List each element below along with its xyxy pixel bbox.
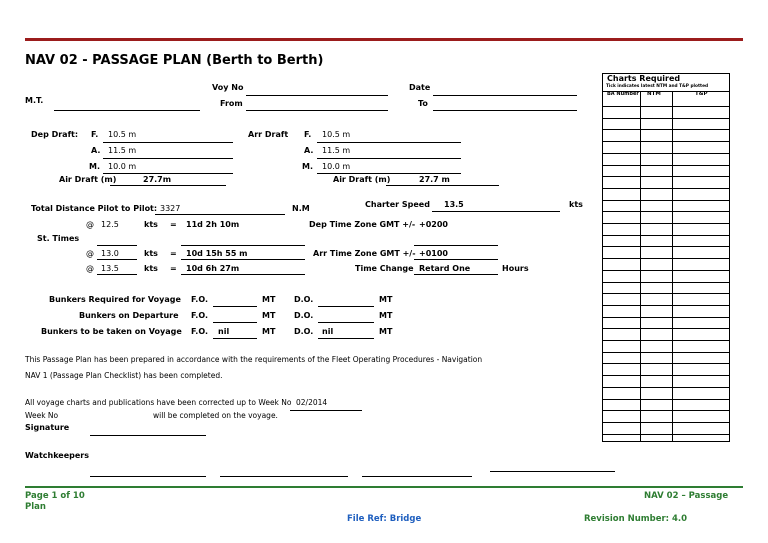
charts-row-line	[603, 399, 729, 400]
charts-row-line	[603, 293, 729, 294]
charts-row-line	[603, 363, 729, 364]
charts-row-line	[603, 340, 729, 341]
st-times-label: St. Times	[37, 234, 80, 243]
kts-1: kts	[144, 220, 158, 229]
arr-air-line	[386, 185, 499, 186]
charts-col-divider	[672, 91, 673, 441]
distance-value[interactable]: 3327	[160, 204, 181, 213]
bunkers-departure-label: Bunkers on Departure	[79, 311, 179, 320]
speed-3-line	[97, 274, 137, 275]
week-line	[290, 410, 362, 411]
charts-row-line	[603, 176, 729, 177]
arr-a-value[interactable]: 11.5 m	[322, 146, 351, 155]
charter-speed-line	[432, 211, 560, 212]
charter-speed-unit: kts	[569, 200, 583, 209]
fo-label-2: F.O.	[191, 311, 208, 320]
to-field[interactable]	[433, 110, 577, 111]
time-3[interactable]: 10d 6h 27m	[186, 264, 240, 273]
bunkers-taken-label: Bunkers to be taken on Voyage	[41, 327, 182, 336]
arr-a-label: A.	[304, 146, 314, 155]
dep-f-line	[103, 142, 233, 143]
charts-row-line	[603, 106, 729, 107]
mt-5: MT	[262, 327, 276, 336]
mt-6: MT	[379, 327, 393, 336]
charts-row-line	[603, 387, 729, 388]
voy-label: Voy No	[212, 83, 244, 92]
statement-line-4b: will be completed on the voyage.	[153, 411, 278, 420]
watchkeeper-line-1[interactable]	[90, 476, 206, 477]
arr-air-value[interactable]: 27.7 m	[419, 175, 450, 184]
fo-label-3: F.O.	[191, 327, 208, 336]
dep-a-value[interactable]: 11.5 m	[108, 146, 137, 155]
watchkeeper-line-2[interactable]	[220, 476, 348, 477]
charts-row-line	[603, 410, 729, 411]
fo-taken-value[interactable]: nil	[218, 327, 230, 336]
time-change-line	[414, 274, 498, 275]
arr-f-label: F.	[304, 130, 312, 139]
dep-m-label: M.	[89, 162, 100, 171]
charts-row-line	[603, 270, 729, 271]
charts-header-divider	[603, 91, 729, 92]
watchkeepers-label: Watchkeepers	[25, 451, 90, 460]
eq-2: =	[170, 249, 177, 258]
dep-a-label: A.	[91, 146, 101, 155]
speed-2-line	[97, 259, 137, 260]
voy-field[interactable]	[246, 95, 388, 96]
charts-row-line	[603, 328, 729, 329]
mt-1: MT	[262, 295, 276, 304]
kts-3: kts	[144, 264, 158, 273]
arr-tz-label: Arr Time Zone GMT +/-	[313, 249, 416, 258]
arr-m-label: M.	[302, 162, 313, 171]
footer-nav: NAV 02 – Passage	[644, 491, 729, 501]
charts-row-line	[603, 422, 729, 423]
charts-row-line	[603, 223, 729, 224]
arr-m-value[interactable]: 10.0 m	[322, 162, 351, 171]
charts-row-line	[603, 118, 729, 119]
arr-tz-line	[414, 259, 498, 260]
fo-line-2[interactable]	[213, 322, 257, 323]
footer-revision: Revision Number: 4.0	[584, 514, 688, 524]
watchkeeper-line-3[interactable]	[362, 476, 472, 477]
charter-speed-value[interactable]: 13.5	[444, 200, 464, 209]
dep-a-line	[103, 158, 233, 159]
do-taken-value[interactable]: nil	[322, 327, 334, 336]
dep-draft-label: Dep Draft:	[31, 130, 79, 139]
mt-3: MT	[262, 311, 276, 320]
time-1-line	[181, 245, 305, 246]
charts-row-line	[603, 352, 729, 353]
charts-required-table	[602, 73, 730, 442]
charts-row-line	[603, 305, 729, 306]
dep-f-label: F.	[91, 130, 99, 139]
charts-row-line	[603, 282, 729, 283]
do-label-1: D.O.	[294, 295, 314, 304]
dep-tz-line	[414, 245, 498, 246]
statement-line-1: This Passage Plan has been prepared in accordance with the requirements of the Fleet Operating Procedures - Navigation	[25, 355, 483, 364]
time-2-line	[181, 259, 305, 260]
charts-row-line	[603, 188, 729, 189]
arr-m-line	[317, 173, 461, 174]
dep-tz-label: Dep Time Zone GMT +/-	[309, 220, 416, 229]
date-field[interactable]	[433, 95, 577, 96]
charts-row-line	[603, 129, 729, 130]
charts-row-line	[603, 235, 729, 236]
charts-title: Charts Required	[607, 74, 681, 83]
charts-row-line	[603, 141, 729, 142]
col-tp: T&P	[695, 91, 708, 97]
arr-f-value[interactable]: 10.5 m	[322, 130, 351, 139]
footer-rule	[25, 486, 743, 488]
time-2[interactable]: 10d 15h 55 m	[186, 249, 248, 258]
header-rule	[25, 38, 743, 41]
fo-label-1: F.O.	[191, 295, 208, 304]
to-label: To	[418, 99, 428, 108]
arr-tz-value[interactable]: +0100	[419, 249, 448, 258]
dep-air-label: Air Draft (m)	[59, 175, 117, 184]
speed-3[interactable]: 13.5	[101, 264, 119, 273]
time-1[interactable]: 11d 2h 10m	[186, 220, 240, 229]
dep-f-value[interactable]: 10.5 m	[108, 130, 137, 139]
arr-a-line	[317, 158, 461, 159]
page-title: NAV 02 - PASSAGE PLAN (Berth to Berth)	[25, 53, 324, 68]
time-change-value[interactable]: Retard One	[419, 264, 471, 273]
col-ntm: NTM	[647, 91, 661, 97]
time-change-unit: Hours	[502, 264, 529, 273]
bunkers-required-label: Bunkers Required for Voyage	[49, 295, 181, 304]
eq-3: =	[170, 264, 177, 273]
do-line-3	[318, 338, 374, 339]
charts-row-line	[603, 246, 729, 247]
dep-tz-value[interactable]: +0200	[419, 220, 448, 229]
footer-plan: Plan	[25, 502, 46, 512]
statement-line-4a: Week No	[25, 411, 59, 420]
week-value[interactable]: 02/2014	[296, 398, 328, 407]
kts-2: kts	[144, 249, 158, 258]
dep-air-value[interactable]: 27.7m	[143, 175, 172, 184]
date-label: Date	[409, 83, 431, 92]
watchkeeper-line-4[interactable]	[490, 471, 615, 472]
signature-line[interactable]	[90, 435, 206, 436]
charts-col-divider	[640, 91, 641, 441]
charts-row-line	[603, 165, 729, 166]
distance-line	[155, 214, 285, 215]
time-change-label: Time Change	[355, 264, 414, 273]
charts-subtitle: Tick indicates latest NTM and T&P plotted	[606, 84, 709, 89]
charts-row-line	[603, 211, 729, 212]
fo-line-1[interactable]	[213, 306, 257, 307]
mt-2: MT	[379, 295, 393, 304]
distance-unit: N.M	[292, 204, 310, 213]
footer-file-ref: File Ref: Bridge	[347, 514, 422, 524]
do-line-1[interactable]	[318, 306, 374, 307]
charts-row-line	[603, 375, 729, 376]
from-field[interactable]	[246, 110, 388, 111]
col-ba-number: BA Number	[607, 91, 639, 97]
charts-row-line	[603, 434, 729, 435]
charts-row-line	[603, 200, 729, 201]
speed-1-line	[97, 245, 137, 246]
dep-m-line	[103, 173, 233, 174]
charts-row-line	[603, 153, 729, 154]
speed-1[interactable]: 12.5	[101, 220, 119, 229]
mt-4: MT	[379, 311, 393, 320]
do-line-2[interactable]	[318, 322, 374, 323]
dep-air-line	[110, 185, 226, 186]
statement-line-3: All voyage charts and publications have been corrected up to Week No	[25, 398, 292, 407]
at-2: @	[86, 249, 94, 258]
fo-line-3	[213, 338, 257, 339]
charts-row-line	[603, 317, 729, 318]
distance-label: Total Distance Pilot to Pilot:	[31, 204, 158, 213]
arr-f-line	[317, 142, 461, 143]
arr-air-label: Air Draft (m)	[333, 175, 391, 184]
footer-page: Page 1 of 10	[25, 491, 85, 501]
time-3-line	[181, 274, 305, 275]
charter-speed-label: Charter Speed	[365, 200, 430, 209]
eq-1: =	[170, 220, 177, 229]
do-label-2: D.O.	[294, 311, 314, 320]
signature-label: Signature	[25, 423, 70, 432]
dep-m-value[interactable]: 10.0 m	[108, 162, 137, 171]
from-label: From	[220, 99, 243, 108]
speed-2[interactable]: 13.0	[101, 249, 119, 258]
do-label-3: D.O.	[294, 327, 314, 336]
charts-row-line	[603, 258, 729, 259]
at-1: @	[86, 220, 94, 229]
mt-label: M.T.	[25, 96, 44, 105]
at-3: @	[86, 264, 94, 273]
mt-field[interactable]	[54, 110, 200, 111]
arr-draft-label: Arr Draft	[248, 130, 289, 139]
statement-line-2: NAV 1 (Passage Plan Checklist) has been completed.	[25, 371, 223, 380]
